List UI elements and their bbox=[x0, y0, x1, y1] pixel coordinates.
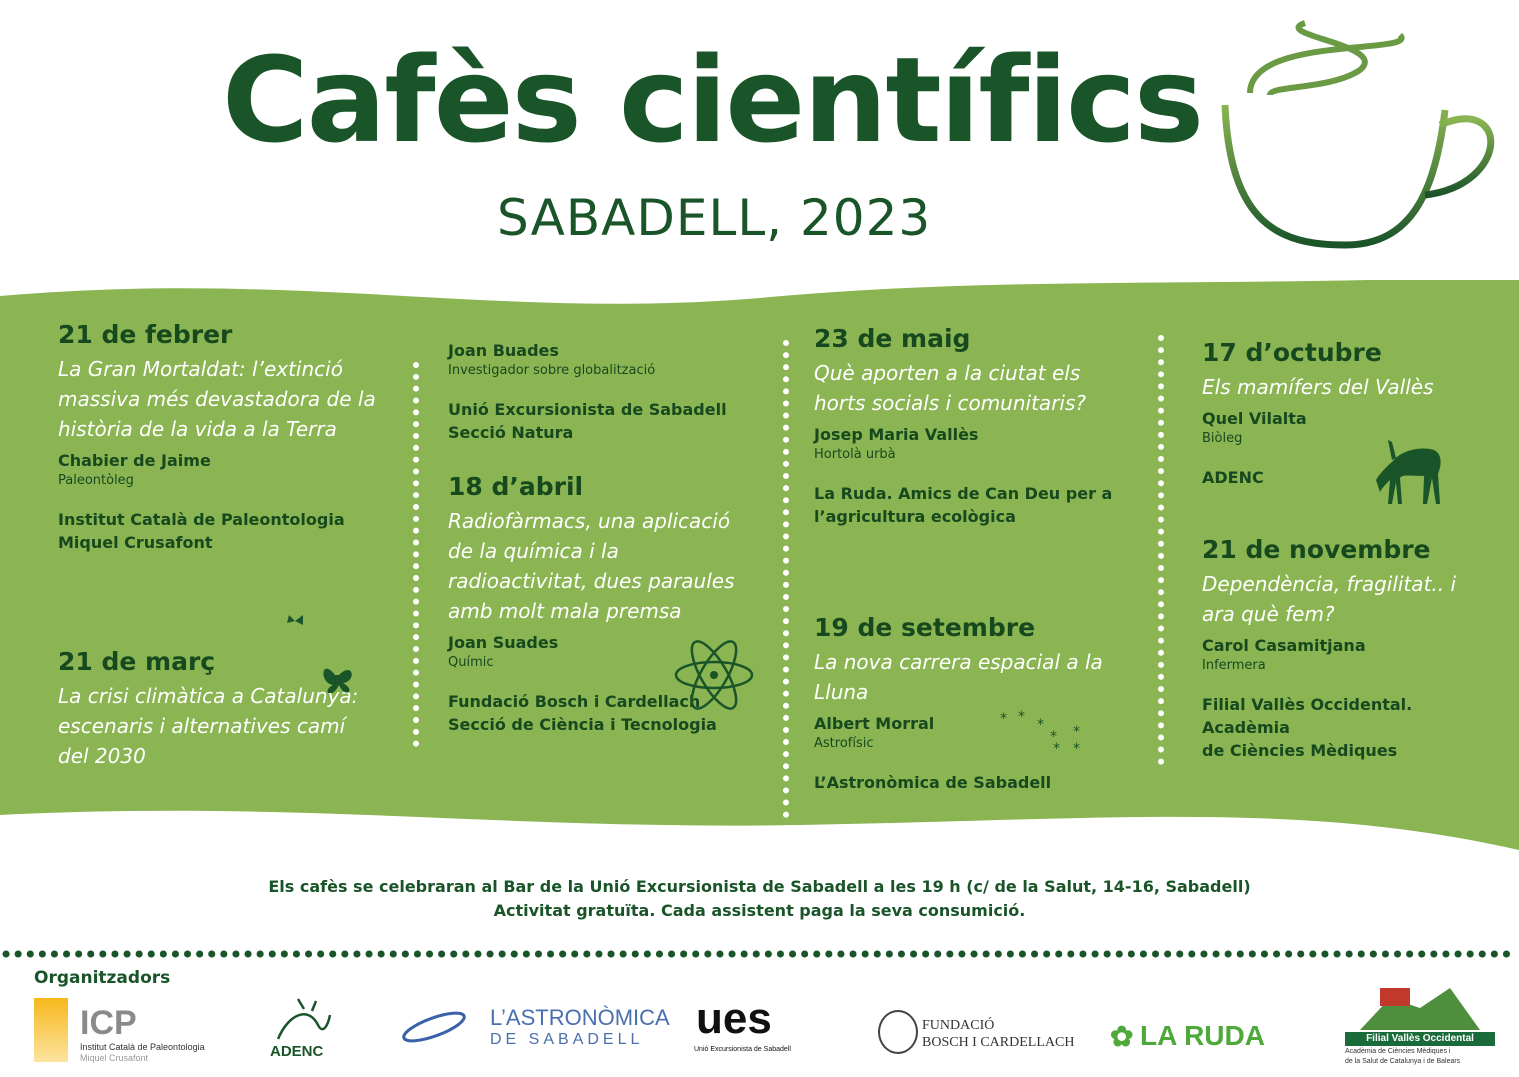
organizers-label: Organitzadors bbox=[34, 968, 171, 988]
filial-logo: Filial Vallès Occidental Acadèmia de Ciències Mèdiques i de la Salut de Catalunya i de Balears bbox=[1345, 978, 1495, 1068]
venue-note bbox=[0, 875, 1519, 923]
event-5 bbox=[814, 611, 1134, 794]
column-divider bbox=[413, 362, 425, 747]
event-speaker: Albert Morral bbox=[814, 714, 935, 733]
event-org: L’Astronòmica de Sabadell bbox=[814, 773, 1052, 792]
astronomica-logo: L’ASTRONÒMICA DE SABADELL bbox=[400, 1005, 640, 1055]
event-speaker: Chabier de Jaime bbox=[58, 451, 211, 470]
svg-text:*: * bbox=[1073, 724, 1080, 740]
event-date: 21 de febrer bbox=[58, 320, 233, 349]
event-role: Biòleg bbox=[1202, 431, 1243, 446]
event-speaker: Carol Casamitjana bbox=[1202, 636, 1366, 655]
event-org: Miquel Crusafont bbox=[58, 533, 213, 552]
event-topic: Què aporten a la ciutat els horts socials i comunitaris? bbox=[814, 361, 1087, 415]
event-topic: La Gran Mortaldat: l’extinció massiva més devastadora de la història de la vida a la Terra bbox=[58, 357, 376, 441]
svg-text:*: * bbox=[1073, 741, 1080, 757]
event-topic: Els mamífers del Vallès bbox=[1202, 375, 1434, 399]
page-title: Cafès científics bbox=[222, 31, 1203, 169]
adenc-logo: ADENC bbox=[268, 995, 348, 1063]
fundacio-logo: FUNDACIÓ BOSCH I CARDELLACH bbox=[878, 1010, 1078, 1056]
event-date: 23 de maig bbox=[814, 324, 971, 353]
venue-line: Els cafès se celebraran al Bar de la Unió Excursionista de Sabadell a les 19 h (c/ de la Salut, 14-16, Sabadell) bbox=[268, 877, 1251, 896]
event-1 bbox=[58, 318, 378, 554]
stars-icon bbox=[995, 705, 1095, 760]
event-role: Químic bbox=[448, 655, 494, 670]
event-date: 18 d’abril bbox=[448, 472, 584, 501]
event-role: Paleontòleg bbox=[58, 473, 134, 488]
event-org: de Ciències Mèdiques bbox=[1202, 741, 1398, 760]
event-role: Investigador sobre globalització bbox=[448, 363, 656, 378]
event-date: 21 de novembre bbox=[1202, 535, 1431, 564]
event-topic: La crisi climàtica a Catalunya: escenaris i alternatives camí del 2030 bbox=[58, 684, 359, 768]
page-subtitle: SABADELL, 2023 bbox=[497, 189, 932, 247]
butterfly-icon bbox=[285, 613, 365, 693]
event-role: Hortolà urbà bbox=[814, 447, 896, 462]
deer-icon bbox=[1372, 430, 1447, 510]
event-speaker: Josep Maria Vallès bbox=[814, 425, 979, 444]
event-topic: La nova carrera espacial a la Lluna bbox=[814, 650, 1103, 704]
event-org: l’agricultura ecològica bbox=[814, 507, 1016, 526]
event-org: Secció de Ciència i Tecnologia bbox=[448, 715, 717, 734]
event-org: ADENC bbox=[1202, 468, 1264, 487]
atom-icon bbox=[672, 635, 756, 715]
event-org: La Ruda. Amics de Can Deu per a bbox=[814, 484, 1113, 503]
event-org: Secció Natura bbox=[448, 423, 574, 442]
event-org: Fundació Bosch i Cardellach bbox=[448, 692, 701, 711]
event-role: Infermera bbox=[1202, 658, 1266, 673]
event-topic: Dependència, fragilitat.. i ara què fem? bbox=[1202, 572, 1457, 626]
svg-text:*: * bbox=[1053, 741, 1060, 757]
column-divider bbox=[783, 340, 795, 818]
svg-text:*: * bbox=[1050, 729, 1057, 745]
dotted-separator bbox=[0, 948, 1519, 960]
event-speaker: Joan Suades bbox=[448, 633, 559, 652]
ues-logo: ues Unió Excursionista de Sabadell bbox=[694, 994, 791, 1053]
svg-text:*: * bbox=[1037, 717, 1044, 733]
event-org: Unió Excursionista de Sabadell bbox=[448, 400, 727, 419]
event-7 bbox=[1202, 533, 1492, 762]
event-date: 21 de març bbox=[58, 647, 216, 676]
event-4 bbox=[814, 322, 1134, 528]
event-role: Astrofísic bbox=[814, 736, 874, 751]
event-org: Institut Català de Paleontologia bbox=[58, 510, 345, 529]
coffee-cup-icon bbox=[1210, 15, 1510, 255]
event-date: 19 de setembre bbox=[814, 613, 1036, 642]
icp-logo: ICP Institut Català de Paleontologia Miquel Crusafont bbox=[34, 998, 204, 1064]
column-divider bbox=[1158, 335, 1170, 765]
svg-text:*: * bbox=[1018, 709, 1025, 725]
event-topic: Radiofàrmacs, una aplicació de la química i la radioactivitat, dues paraules amb molt mala premsa bbox=[448, 509, 735, 623]
event-date: 17 d’octubre bbox=[1202, 338, 1382, 367]
event-org: Filial Vallès Occidental. Acadèmia bbox=[1202, 695, 1413, 737]
event-speaker: Joan Buades bbox=[448, 341, 559, 360]
svg-text:*: * bbox=[1000, 711, 1007, 727]
event-speaker: Quel Vilalta bbox=[1202, 409, 1307, 428]
event-2-speaker bbox=[448, 340, 768, 444]
price-line: Activitat gratuïta. Cada assistent paga la seva consumició. bbox=[493, 901, 1026, 920]
event-6 bbox=[1202, 336, 1492, 489]
la-ruda-logo: ✿ LA RUDA bbox=[1110, 1020, 1265, 1052]
